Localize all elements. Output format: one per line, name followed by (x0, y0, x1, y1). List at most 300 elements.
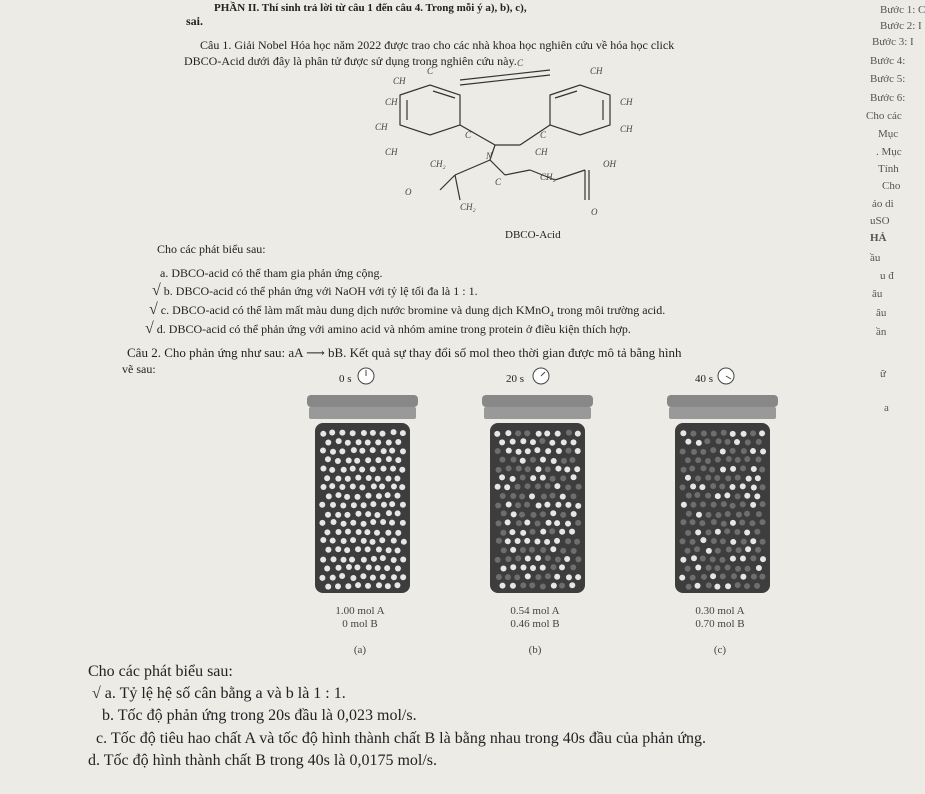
particle (380, 555, 386, 561)
particle (499, 583, 505, 589)
particle (496, 538, 502, 544)
particle (685, 566, 691, 572)
svg-text:C: C (465, 130, 472, 140)
particle (514, 574, 520, 580)
particle (575, 431, 581, 437)
particle (365, 440, 371, 446)
particle (536, 502, 542, 508)
particle (575, 448, 581, 454)
particle (525, 466, 531, 472)
particle (391, 483, 397, 489)
particle (370, 519, 376, 525)
particle (700, 501, 706, 507)
particle (394, 582, 400, 588)
particle (370, 575, 376, 581)
particle (565, 521, 571, 527)
particle (696, 440, 702, 446)
particle (706, 512, 712, 518)
particle (370, 539, 376, 545)
particle (699, 520, 705, 526)
particle (706, 582, 712, 588)
particle (549, 440, 555, 446)
particle (386, 547, 392, 553)
particle (496, 520, 502, 526)
particle (520, 547, 526, 553)
particle (725, 564, 731, 570)
particle (325, 512, 331, 518)
particle (389, 501, 395, 507)
particle (726, 456, 732, 462)
sidebar-item: ầu (870, 252, 881, 264)
particle (730, 503, 736, 509)
svg-text:C: C (540, 130, 547, 140)
mol-a-label: 0.54 mol A (510, 605, 560, 617)
particle (510, 493, 516, 499)
particle (400, 574, 406, 580)
particle (724, 492, 730, 498)
particle (680, 448, 686, 454)
particle (695, 475, 701, 481)
particle (330, 538, 336, 544)
particle (759, 467, 765, 473)
particle (530, 512, 536, 518)
particle (740, 574, 746, 580)
particle (341, 557, 347, 563)
particle (685, 530, 691, 536)
particle (400, 448, 406, 454)
particle (501, 547, 507, 553)
particle (510, 547, 516, 553)
particle (504, 484, 510, 490)
particle (550, 476, 556, 482)
q1-statement-a: a. DBCO-acid có thể tham gia phản ứng cộng. (160, 266, 383, 280)
particle (554, 483, 560, 489)
svg-text:OH: OH (603, 159, 616, 169)
particle (710, 447, 716, 453)
particle (560, 494, 566, 500)
particle (755, 456, 761, 462)
particle (389, 448, 395, 454)
particle (341, 538, 347, 544)
particle (720, 467, 726, 473)
particle (760, 556, 766, 562)
particle (370, 430, 376, 436)
particle (685, 457, 691, 463)
particle (361, 538, 367, 544)
particle (534, 539, 540, 545)
particle (525, 448, 531, 454)
particle (705, 529, 711, 535)
particle (741, 539, 747, 545)
particle (364, 529, 370, 535)
svg-text:O: O (591, 207, 598, 217)
particle (714, 565, 720, 571)
particle (749, 520, 755, 526)
particle (535, 520, 541, 526)
particle (520, 565, 526, 571)
particle (736, 512, 742, 518)
particle (750, 538, 756, 544)
particle (711, 538, 717, 544)
svg-text:CH: CH (590, 66, 603, 76)
particle (575, 503, 581, 509)
particle (694, 492, 700, 498)
sidebar-item: a (884, 402, 889, 414)
particle (510, 476, 516, 482)
sidebar-item: Tính (878, 163, 899, 175)
particle (339, 484, 345, 490)
stopwatch-icon (530, 365, 552, 387)
particle (530, 565, 536, 571)
particle (740, 465, 746, 471)
sidebar-item: âu (872, 288, 883, 300)
particle (380, 574, 386, 580)
sidebar-item: Bước 5: (870, 73, 906, 85)
particle (550, 510, 556, 516)
jar-b (480, 365, 595, 656)
particle (344, 512, 350, 518)
particle (570, 439, 576, 445)
jar-graphic (305, 393, 420, 603)
particle (711, 519, 717, 525)
q1-statement-d: √ d. DBCO-acid có thể phản ứng với amino acid và nhóm amine trong protein ở điều kiện thích hợp. (145, 320, 631, 337)
particle (755, 475, 761, 481)
particle (711, 431, 717, 437)
particle (324, 529, 330, 535)
particle (724, 528, 730, 534)
particle (565, 502, 571, 508)
mol-b-label: 0.46 mol B (510, 618, 560, 630)
particle (574, 466, 580, 472)
particle (750, 430, 756, 436)
particle (335, 476, 341, 482)
particle (390, 466, 396, 472)
particle (391, 429, 397, 435)
particle (700, 537, 706, 543)
sidebar-item: Cho (882, 180, 901, 192)
particle (365, 511, 371, 517)
particle (366, 564, 372, 570)
sidebar-item: ần (876, 326, 887, 338)
particle (359, 467, 365, 473)
particle (530, 439, 536, 445)
particle (700, 465, 706, 471)
particle (730, 520, 736, 526)
particle (366, 475, 372, 481)
particle (554, 538, 560, 544)
particle (386, 440, 392, 446)
particle (356, 439, 362, 445)
particle (335, 458, 341, 464)
particle (384, 565, 390, 571)
particle (691, 555, 697, 561)
q2-intro-line1: Câu 2. Cho phản ứng như sau: aA ⟶ bB. Kết quả sự thay đổi số mol theo thời gian được mô tả bằng hình (127, 345, 682, 360)
particle (690, 539, 696, 545)
particle (715, 493, 721, 499)
particle (686, 511, 692, 517)
sidebar-item: âu (876, 307, 887, 319)
particle (575, 556, 581, 562)
particle (524, 502, 530, 508)
particle (680, 557, 686, 563)
particle (540, 584, 546, 590)
particle (346, 458, 352, 464)
particle (391, 538, 397, 544)
sidebar-item: Bước 1: C (880, 4, 925, 16)
particle (746, 476, 752, 482)
particle (741, 431, 747, 437)
particle (365, 457, 371, 463)
particle (680, 484, 686, 490)
particle (695, 529, 701, 535)
particle (735, 475, 741, 481)
particle (759, 574, 765, 580)
q1-intro-line2: DBCO-Acid dưới đây là phân tử được sử dụng trong nghiên cứu này. (184, 54, 517, 68)
svg-text:CH: CH (535, 147, 548, 157)
particle (745, 546, 751, 552)
particle (500, 493, 506, 499)
particle (496, 467, 502, 473)
particle (730, 556, 736, 562)
particle (320, 431, 326, 437)
particle (720, 448, 726, 454)
particle (754, 529, 760, 535)
particle (685, 439, 691, 445)
particle (756, 439, 762, 445)
particle (319, 575, 325, 581)
particle (754, 583, 760, 589)
sidebar-item: u đ (880, 270, 894, 282)
particle (745, 439, 751, 445)
particle (545, 483, 551, 489)
particle (539, 438, 545, 444)
particle (559, 583, 565, 589)
jar-letter: (b) (528, 644, 542, 656)
particle (331, 519, 337, 525)
particle (394, 475, 400, 481)
particle (354, 458, 360, 464)
mol-a-label: 0.30 mol A (695, 605, 745, 617)
particle (690, 502, 696, 508)
particle (344, 547, 350, 553)
particle (361, 430, 367, 436)
particle (696, 512, 702, 518)
particle (726, 547, 732, 553)
svg-text:CH: CH (385, 147, 398, 157)
particle (541, 493, 547, 499)
particle (545, 555, 551, 561)
particle (500, 566, 506, 572)
particle (495, 557, 501, 563)
particle (345, 529, 351, 535)
particle (401, 539, 407, 545)
particle (335, 512, 341, 518)
particle (569, 582, 575, 588)
particle (544, 502, 550, 508)
particle (760, 448, 766, 454)
particle (740, 501, 746, 507)
jar-a (305, 365, 420, 656)
particle (361, 521, 367, 527)
particle (734, 439, 740, 445)
particle (681, 467, 687, 473)
particle (356, 529, 362, 535)
particle (529, 582, 535, 588)
particle (371, 483, 377, 489)
particle (721, 521, 727, 527)
particle (391, 574, 397, 580)
sidebar-item: Bước 4: (870, 55, 906, 67)
particle (555, 557, 561, 563)
particle (395, 530, 401, 536)
particle (355, 511, 361, 517)
particle (330, 449, 336, 455)
particle (325, 439, 331, 445)
particle (520, 458, 526, 464)
particle (535, 555, 541, 561)
particle (495, 484, 501, 490)
particle (685, 548, 691, 554)
particle (344, 494, 350, 500)
particle (520, 582, 526, 588)
particle (740, 556, 746, 562)
particle (515, 430, 521, 436)
particle (341, 467, 347, 473)
particle (320, 466, 326, 472)
particle (345, 440, 351, 446)
particle (735, 582, 741, 588)
particle (725, 583, 731, 589)
particle (540, 547, 546, 553)
particle (720, 573, 726, 579)
dbco-acid-structure (345, 60, 675, 235)
particle (345, 583, 351, 589)
particle (715, 548, 721, 554)
particle (374, 530, 380, 536)
particle (744, 583, 750, 589)
particle (534, 447, 540, 453)
particle (540, 529, 546, 535)
particle (524, 538, 530, 544)
particle (755, 547, 761, 553)
particle (544, 539, 550, 545)
particle (705, 475, 711, 481)
particle (559, 529, 565, 535)
q2-statement-a: √ a. Tỷ lệ hệ số cân bằng a và b là 1 : 1. (92, 685, 346, 702)
mol-a-label: 1.00 mol A (335, 605, 385, 617)
particle (694, 546, 700, 552)
particle (381, 502, 387, 508)
particle (385, 492, 391, 498)
particle (545, 573, 551, 579)
particle (725, 439, 731, 445)
q2-statement-c: c. Tốc độ tiêu hao chất A và tốc độ hình thành chất B là bằng nhau trong 40s đầu của phản ứng. (96, 730, 707, 747)
particle (336, 438, 342, 444)
particle (324, 475, 330, 481)
particle (320, 537, 326, 543)
particle (354, 494, 360, 500)
particle (730, 466, 736, 472)
q2-intro-line2: vẽ sau: (122, 362, 156, 376)
particle (400, 502, 406, 508)
particle (690, 431, 696, 437)
particle (569, 457, 575, 463)
particle (519, 493, 525, 499)
particle (695, 583, 701, 589)
particle (570, 564, 576, 570)
particle (389, 520, 395, 526)
particle (385, 476, 391, 482)
sidebar-item: Bước 2: I (880, 20, 922, 32)
mol-b-label: 0.70 mol B (695, 618, 745, 630)
particle (530, 529, 536, 535)
svg-text:CH: CH (393, 76, 406, 86)
particle (690, 483, 696, 489)
particle (560, 548, 566, 554)
particle (325, 584, 331, 590)
particle (331, 556, 337, 562)
particle (725, 475, 731, 481)
particle (706, 548, 712, 554)
particle (350, 430, 356, 436)
particle (376, 546, 382, 552)
particle (714, 584, 720, 590)
particle (380, 466, 386, 472)
svg-text:CH: CH (375, 122, 388, 132)
particle (706, 565, 712, 571)
particle (370, 501, 376, 507)
particle (716, 512, 722, 518)
particle (735, 493, 741, 499)
particle (339, 573, 345, 579)
sidebar-item: Bước 6: (870, 92, 906, 104)
particle (549, 528, 555, 534)
particle (544, 431, 550, 437)
particle (355, 582, 361, 588)
check-mark: √ (92, 685, 101, 702)
particle (340, 502, 346, 508)
particle (371, 556, 377, 562)
particle (350, 466, 356, 472)
particle (686, 493, 692, 499)
particle (510, 583, 516, 589)
particle (495, 502, 501, 508)
particle (714, 475, 720, 481)
particle (575, 520, 581, 526)
particle (329, 483, 335, 489)
particle (341, 521, 347, 527)
particle (560, 475, 566, 481)
particle (365, 546, 371, 552)
particle (376, 493, 382, 499)
particle (345, 476, 351, 482)
particle (395, 548, 401, 554)
jar-graphic (480, 393, 595, 603)
particle (370, 447, 376, 453)
particle (566, 430, 572, 436)
particle (361, 557, 367, 563)
particle (505, 519, 511, 525)
particle (735, 566, 741, 572)
particle (564, 467, 570, 473)
q2-prompt: Cho các phát biểu sau: (88, 663, 233, 680)
svg-text:CH₂: CH₂ (460, 202, 476, 212)
particle (529, 493, 535, 499)
part-title: PHẦN II. Thí sinh trả lời từ câu 1 đến câu 4. Trong mỗi ý a), b), c), (214, 2, 527, 14)
check-mark: √ (152, 282, 161, 299)
sidebar-item: HẢ (870, 232, 887, 244)
particle (744, 530, 750, 536)
